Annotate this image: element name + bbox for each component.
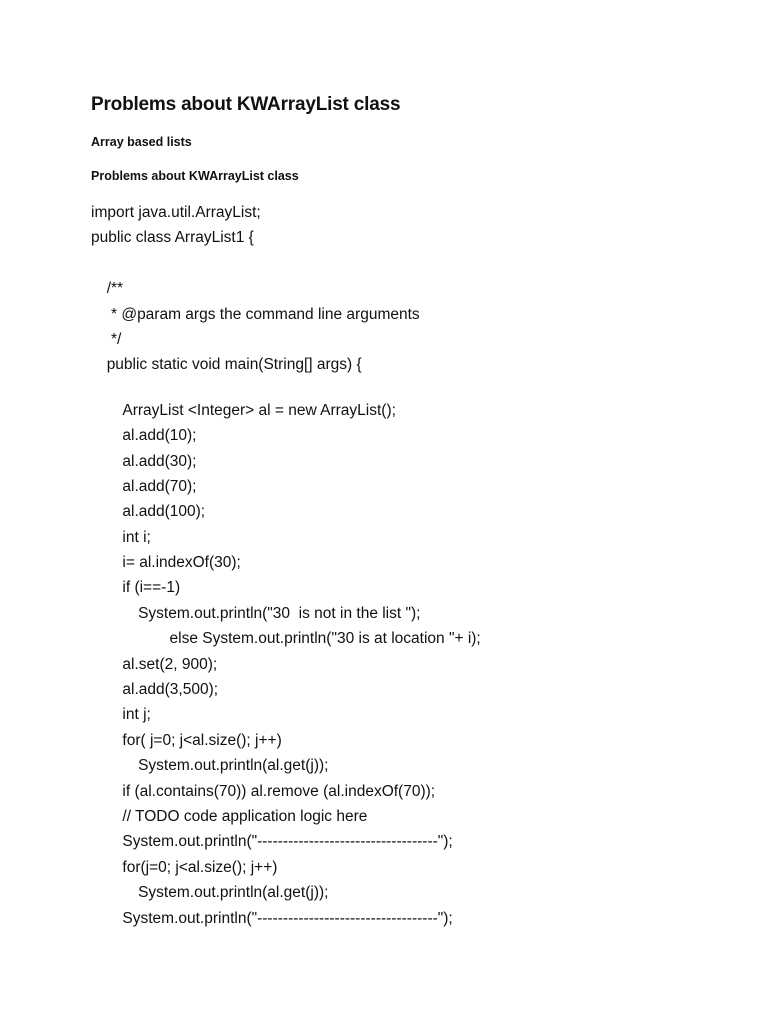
code-line: /** xyxy=(106,280,124,298)
code-line: // TODO code application logic here xyxy=(122,807,368,825)
code-line: import java.util.ArrayList; xyxy=(91,204,261,221)
code-line: * @param args the command line arguments xyxy=(106,305,420,323)
code-line: System.out.println(al.get(j)); xyxy=(138,884,329,902)
subheading-array-based-lists: Array based lists xyxy=(91,135,192,149)
document-title: Problems about KWArrayList class xyxy=(91,94,401,115)
code-line: System.out.println(al.get(j)); xyxy=(138,757,329,775)
code-line: ArrayList <Integer> al = new ArrayList(); xyxy=(122,401,396,419)
subheading-problems: Problems about KWArrayList class xyxy=(91,169,299,183)
code-line: if (i==-1) xyxy=(122,579,181,597)
code-line: */ xyxy=(106,330,122,348)
code-line: public class ArrayList1 { xyxy=(91,229,254,247)
code-line: else System.out.println("30 is at location "+ i); xyxy=(169,630,481,648)
code-line: al.add(10); xyxy=(122,427,197,445)
code-listing xyxy=(91,200,751,931)
code-line: i= al.indexOf(30); xyxy=(122,554,241,572)
code-line: al.set(2, 900); xyxy=(122,655,218,673)
code-line: for( j=0; j<al.size(); j++) xyxy=(122,731,282,749)
code-line: System.out.println("-----------------------------------"); xyxy=(122,833,453,851)
code-line xyxy=(91,251,751,276)
code-line: int j; xyxy=(122,706,151,724)
code-line: al.add(70); xyxy=(122,477,197,495)
code-line: int i; xyxy=(122,528,151,546)
code-line: al.add(30); xyxy=(122,452,197,470)
code-line: al.add(3,500); xyxy=(122,681,219,699)
code-line: System.out.println("-----------------------------------"); xyxy=(122,909,453,927)
code-line xyxy=(91,378,751,398)
code-line: al.add(100); xyxy=(122,503,206,521)
code-line: System.out.println("30 is not in the list "); xyxy=(138,604,421,622)
code-line: for(j=0; j<al.size(); j++) xyxy=(122,858,278,876)
code-line: if (al.contains(70)) al.remove (al.indexOf(70)); xyxy=(122,782,436,800)
code-line: public static void main(String[] args) { xyxy=(106,356,362,374)
